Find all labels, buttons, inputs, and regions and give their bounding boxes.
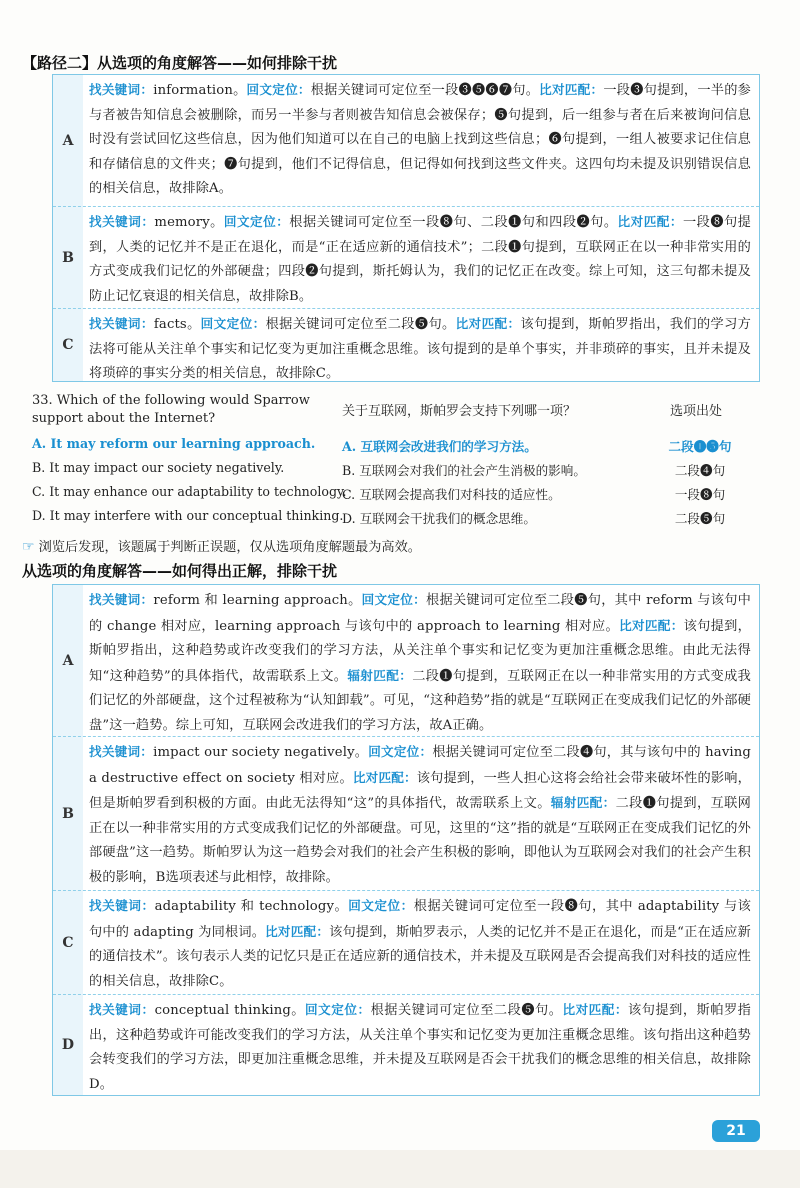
find-keyword-label: 找关键词： — [89, 744, 154, 759]
match-label: 比对匹配： — [539, 82, 604, 97]
locate-label: 回文定位： — [246, 82, 311, 97]
radiate-label: 辐射匹配： — [550, 795, 616, 811]
match-label: 比对匹配： — [619, 617, 684, 633]
match-text: 一段❽句提到，人类的记忆并不是正在退化，而是“正在适应新的通信技术”；二段❶句提到，互联网正在以一种非常实用的方式变成我们记忆的外部硬盘；四段❷句提到，斯托姆认为，我们的记忆正在改变。综上可知，这三句都未提及防止记忆衰退的相关信息，故排除B。 — [89, 215, 752, 304]
analysis-text — [89, 737, 751, 894]
match-label: 比对匹配： — [617, 214, 683, 229]
analysis-text — [89, 585, 751, 742]
keyword-text: memory。 — [154, 215, 224, 230]
locate-text: 根据关键词可定位至一段❽句、二段❶句和四段❷句。 — [289, 215, 618, 230]
option-zh: D. 互联网会干扰我们的概念思维。 — [342, 511, 536, 526]
locate-label: 回文定位： — [348, 898, 414, 913]
pointing-hand-icon: ☞ — [22, 539, 35, 555]
locate-text: 根据关键词可定位至二段❺句。 — [265, 317, 456, 332]
option-zh: A. 互联网会改进我们的学习方法。 — [342, 439, 537, 454]
option-source: 二段❶❺句 — [668, 439, 732, 454]
locate-text: 根据关键词可定位至一段❽句，其中 adaptability 与该句中的 adapting 为同根词。 — [89, 899, 752, 940]
option-source: 二段❹句 — [674, 463, 726, 478]
analysis-text — [89, 309, 751, 390]
question-stem-en: 33. Which of the following would Sparrow support about the Internet? — [32, 393, 310, 426]
radiate-text: 二段❶句提到，互联网正在以一种非常实用的方式变成我们记忆的外部硬盘。可见，这里的“这”指的就是“互联网正在变成我们记忆的外部硬盘”这一趋势。斯帕罗认为这一趋势会对我们的社会产生积极的影响，即他认为互联网会对我们的社会产生积极的影响，B选项表述与此相悖，故排除。 — [89, 796, 752, 885]
locate-label: 回文定位： — [200, 316, 266, 331]
keyword-text: conceptual thinking。 — [154, 1003, 306, 1018]
locate-text: 根据关键词可定位至一段❸❺❻❼句。 — [310, 83, 540, 98]
option-letter: C — [62, 934, 74, 951]
option-letter: B — [62, 805, 74, 822]
bottom-margin — [0, 1150, 800, 1188]
option-letter: A — [62, 132, 74, 149]
find-keyword-label: 找关键词： — [89, 898, 155, 913]
keyword-text: impact our society negatively。 — [153, 745, 369, 760]
keyword-text: adaptability 和 technology。 — [154, 899, 349, 914]
radiate-label: 辐射匹配： — [347, 667, 413, 683]
match-text: 该句提到，斯帕罗指出，这种趋势或许改变我们的学习方法，从关注单个事实和记忆变为更加注重概念思维。由此无法得知“这种趋势”的具体指代，故需联系上文。 — [89, 618, 752, 684]
keyword-text: reform 和 learning approach。 — [153, 593, 362, 608]
section2-title: 从选项的角度解答——如何得出正解，排除干扰 — [22, 562, 338, 580]
hint-line — [22, 536, 421, 555]
section2-box — [52, 584, 760, 1096]
option-en: A. It may reform our learning approach. — [32, 436, 316, 451]
analysis-text — [89, 207, 751, 312]
match-text: 该句提到，一些人担心这将会给社会带来破坏性的影响，但是斯帕罗看到积极的方面。由此无法得知“这”的具体指代，故需联系上文。 — [89, 770, 752, 812]
option-letter: D — [61, 1037, 75, 1053]
option-d — [32, 508, 772, 530]
section1-title: 【路径二】从选项的角度解答——如何排除干扰 — [22, 54, 338, 72]
match-text: 该句提到，斯帕罗指出，这种趋势或许可能改变我们的学习方法，从关注单个事实和记忆变为更加注重概念思维。该句指出这种趋势会转变我们的学习方法，即更加注重概念思维，并未提及互联网是否会干扰我们的概念思维的相关信息，故排除D。 — [89, 1003, 751, 1092]
option-en: B. It may impact our society negatively. — [32, 460, 285, 475]
find-keyword-label: 找关键词： — [89, 214, 155, 229]
locate-text: 根据关键词可定位至二段❺句，其中 reform 与该句中的 change 相对应，learning approach 与该句中的 approach to learning 相对应。 — [89, 593, 752, 634]
option-a — [32, 436, 772, 458]
option-letter: B — [62, 249, 74, 266]
match-label: 比对匹配： — [352, 769, 417, 785]
find-keyword-label: 找关键词： — [89, 1002, 155, 1017]
keyword-text: information。 — [153, 83, 247, 98]
locate-label: 回文定位： — [223, 214, 290, 229]
keyword-text: facts。 — [153, 317, 201, 332]
analysis-text — [89, 891, 751, 997]
option-zh: C. 互联网会提高我们对科技的适应性。 — [342, 487, 561, 502]
find-keyword-label: 找关键词： — [89, 316, 154, 331]
option-source: 一段❽句 — [674, 487, 726, 502]
option-letter: C — [62, 337, 74, 353]
source-header: 选项出处 — [670, 404, 723, 419]
option-b — [32, 460, 772, 482]
question-stem-zh: 关于互联网，斯帕罗会支持下列哪一项？ — [342, 404, 577, 419]
match-text: 该句提到，斯帕罗指出，我们的学习方法将可能从关注单个事实和记忆变为更加注重概念思维。该句提到的是单个事实，并非琐碎的事实，且并未提及将琐碎的事实分类的相关信息，故排除C。 — [89, 317, 752, 382]
s1-row-a — [53, 75, 759, 207]
locate-label: 回文定位： — [305, 1002, 371, 1017]
find-keyword-label: 找关键词： — [89, 592, 154, 607]
s2-row-a — [53, 585, 759, 737]
radiate-text: 二段❶句提到，互联网正在以一种非常实用的方式变成我们记忆的外部硬盘，这个过程被称为“认知卸载”。可见，“这种趋势”指的就是“互联网正在变成我们记忆的外部硬盘”这一趋势。综上可知，互联网会改进我们的学习方法，故A正确。 — [89, 668, 752, 733]
match-label: 比对匹配： — [455, 316, 521, 331]
option-zh: B. 互联网会对我们的社会产生消极的影响。 — [342, 463, 586, 478]
page-number: 21 — [712, 1120, 760, 1142]
match-text: 该句提到，斯帕罗表示，人类的记忆并不是正在退化，而是“正在适应新的通信技术”。该句表示人类的记忆只是正在适应新的通信技术，并未提及互联网是否会提高我们对科技的适应性的相关信息，故排除C。 — [89, 924, 751, 989]
question-33 — [32, 390, 772, 530]
s2-row-c — [53, 891, 759, 995]
option-letter: A — [62, 652, 74, 669]
section1-box — [52, 74, 760, 382]
option-en: D. It may interfere with our conceptual thinking. — [32, 508, 344, 523]
locate-text: 根据关键词可定位至二段❹句，其与该句中的 having a destructive effect on society 相对应。 — [89, 745, 752, 786]
option-en: C. It may enhance our adaptability to technology. — [32, 484, 347, 499]
match-text: 一段❸句提到，一半的参与者被告知信息会被删除，而另一半参与者则被告知信息会被保存；❺句提到，后一组参与者在后来被询问信息时没有尝试回忆这些信息，因为他们知道可以在自己的电脑上找到这些信息；❻句提到，一组人被要求记住信息和存储信息的文件夹；❼句提到，他们不记得信息，但记得如何找到这些文件夹。这四句均未提及识别错误信息的相关信息，故排除A。 — [89, 83, 752, 197]
s1-row-b — [53, 207, 759, 309]
option-c — [32, 484, 772, 506]
option-source: 二段❺句 — [674, 511, 726, 526]
find-keyword-label: 找关键词： — [89, 82, 154, 97]
match-label: 比对匹配： — [265, 923, 330, 939]
match-label: 比对匹配： — [562, 1002, 629, 1017]
locate-label: 回文定位： — [368, 744, 433, 759]
s2-row-b — [53, 737, 759, 891]
analysis-text — [89, 75, 751, 205]
hint-text: 浏览后发现，该题属于判断正误题，仅从选项角度解题最为高效。 — [38, 540, 421, 555]
locate-text: 根据关键词可定位至二段❺句。 — [370, 1003, 563, 1018]
s2-row-d — [53, 995, 759, 1095]
s1-row-c — [53, 309, 759, 381]
analysis-text — [89, 995, 751, 1100]
locate-label: 回文定位： — [361, 592, 426, 607]
